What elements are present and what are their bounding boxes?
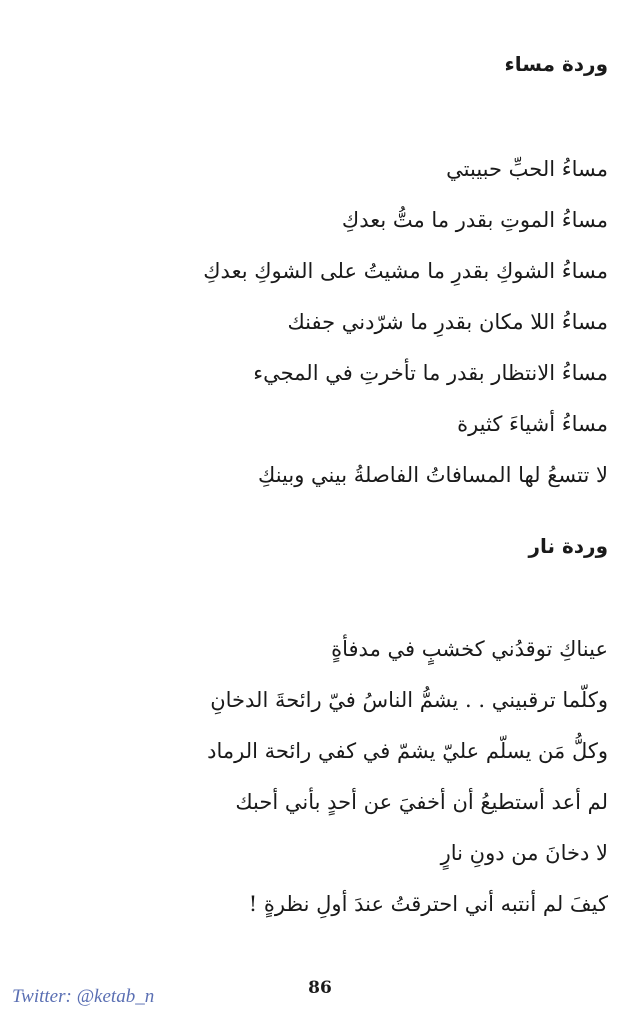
watermark-text: Twitter: @ketab_n [12, 986, 155, 1007]
verse-line: لم أعد أستطيعُ أن أخفيَ عن أحدٍ بأني أحبك [235, 789, 608, 814]
poem-fire-rose [48, 534, 608, 930]
verse-line: مساءُ الموتِ بقدر ما متُّ بعدكِ [341, 207, 608, 232]
verse-line: لا دخانَ من دونِ نارٍ [440, 840, 608, 865]
verse-line: عيناكِ توقدُني كخشبٍ في مدفأةٍ [331, 636, 608, 661]
poem-verses [48, 144, 608, 501]
verse-line: مساءُ أشياءَ كثيرة [457, 411, 608, 436]
verse-line: كيفَ لم أنتبه أني احترقتُ عندَ أولِ نظرةٍ ! [248, 891, 608, 916]
verse-line: مساءُ الانتظار بقدر ما تأخرتِ في المجيء [253, 360, 608, 385]
verse-line: لا تتسعُ لها المسافاتُ الفاصلةُ بيني وبينكِ [258, 462, 608, 487]
poem-title: وردة نار [528, 534, 608, 558]
verse-line: مساءُ الشوكِ بقدرِ ما مشيتُ على الشوكِ بعدكِ [203, 258, 608, 283]
verse-line: وكلُّ مَن يسلّم عليّ يشمّ في كفي رائحة الرماد [207, 738, 608, 763]
poem-title: وردة مساء [504, 52, 608, 76]
poem-verses [48, 624, 608, 930]
verse-line: مساءُ الحبِّ حبيبتي [446, 156, 608, 181]
verse-line: وكلّما ترقبيني . . يشمُّ الناسُ فيّ رائحةَ الدخانِ [210, 687, 608, 712]
verse-line: مساءُ اللا مكان بقدرِ ما شرّدني جفنك [287, 309, 608, 334]
page-number: 86 [308, 978, 332, 998]
poem-evening-rose [48, 52, 608, 501]
